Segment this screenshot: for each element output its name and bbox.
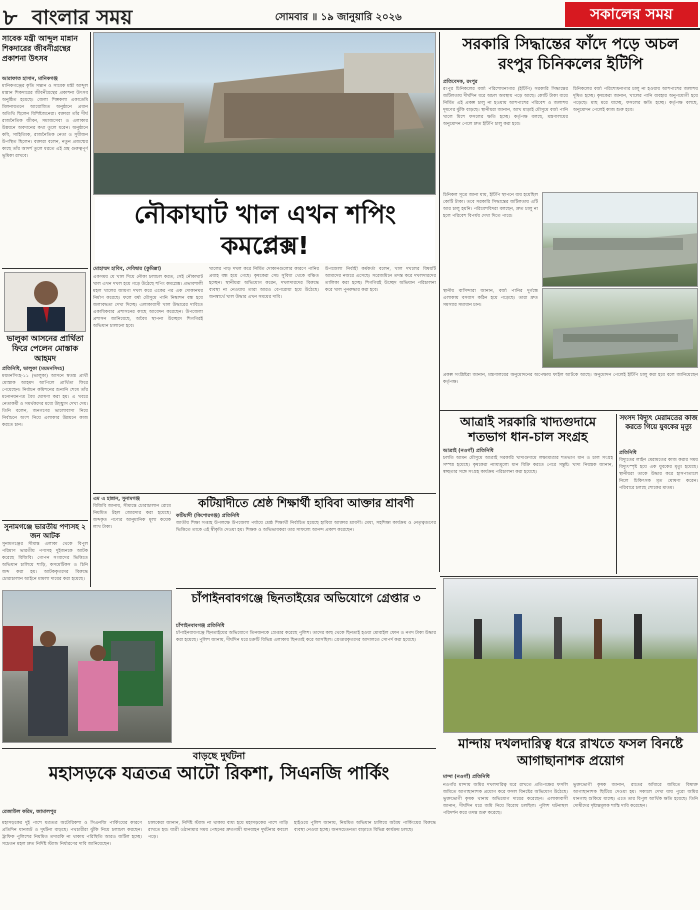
body: চাঁপাইনবাবগঞ্জে ছিনতাইয়ের অভিযোগে তিনজনকে গ্রেপ্তার করেছে পুলিশ। তাদের কাছ থেকে ছিনতাই হওয়া মোবাইল ফোন ও নগদ টাকা উদ্ধার করা হয়েছে। পুলিশ জানায়, দীর্ঘদিন ধরে চক্রটি বিভিন্ন এলাকায় ছিনতাই করে আসছিল। গ্রেপ্তারকৃতদের আদালতে সোপর্দ করা হয়েছে। [176, 631, 436, 643]
byline: প্রতিবেদক, রংপুর [443, 79, 478, 85]
paddy-illustration [444, 579, 698, 733]
story-snatching-arrest [176, 591, 436, 746]
byline: কটিয়াদী (কিশোরগঞ্জ) প্রতিনিধি [176, 513, 240, 519]
headline: সাবেক মন্ত্রী আব্দুল মান্নান শিকদারের জীবনীগ্রন্থের প্রকাশনা উৎসব [2, 34, 78, 63]
body: নওগাঁর মান্দায় জমির দখলদারিত্ব ধরে রাখতে প্রতিপক্ষের ফসলি জমিতে আগাছানাশক প্রয়োগ করে ফসল বিনষ্টের অভিযোগ উঠেছে। ভুক্তভোগী কৃষক থানায় অভিযোগ দায়ের করেছেন। এলাকাবাসী জানান, দীর্ঘদিন ধরে জমি নিয়ে বিরোধ চলছিল। পুলিশ ঘটনাস্থল পরিদর্শন করে তদন্ত শুরু করেছে। [443, 783, 568, 816]
headline: ভালুকা আসনের প্রার্থিতা ফিরে পেলেন মোস্তাক আহমদ [6, 334, 84, 363]
byline: মোহাম্মদ হাবিব, দেবিদ্বার (কুমিল্লা) [93, 266, 162, 272]
headline: মহাসড়কে যত্রতত্র আটো রিকশা, সিএনজি পার্কিং [48, 764, 390, 784]
body-col2: চালকেরা জানান, নির্দিষ্ট স্ট্যান্ড না থাকায় বাধ্য হয়ে মহাসড়কের পাশে গাড়ি রাখতে হয়। যাত্রী ওঠানামার সময় পেছনের দ্রুতগামী যানবাহন দুর্ঘটনার কবলে পড়ে। [148, 821, 288, 840]
etp-photo-2 [542, 288, 698, 368]
body: রংপুর চিনিকলের বর্জ্য পরিশোধনাগার (ইটিপি) সরকারি সিদ্ধান্তের জটিলতায় দীর্ঘদিন ধরে অচল অবস্থায় পড়ে আছে। কোটি টাকা ব্যয়ে নির্মিত এই প্রকল্প চালু না হওয়ায় আশপাশের পরিবেশ ও জলাশয় দূষণের ঝুঁকি বাড়ছে। স্থানীয়রা জানান, আখ মাড়াই মৌসুমে বর্জ্য পানি খালে মিশে ফসলের ক্ষতি হচ্ছে। কর্তৃপক্ষ বলছে, মন্ত্রণালয়ের অনুমোদন পেলে দ্রুত ইটিপি চালু করা হবে। [443, 87, 568, 127]
story-highway-parking [2, 750, 436, 908]
body: জাতীয় শিক্ষা সপ্তাহ উপলক্ষে উপজেলা পর্যায়ে শ্রেষ্ঠ শিক্ষার্থী নির্বাচিত হয়েছে হাবিবা আক্তার শ্রাবণী। মেধা, সহশিক্ষা কার্যক্রম ও নেতৃত্বগুণের ভিত্তিতে তাকে এই স্বীকৃতি দেওয়া হয়। শিক্ষক ও অভিভাবকরা তার সাফল্যে আনন্দ প্রকাশ করেছেন। [176, 521, 436, 533]
story-biography-launch [2, 34, 88, 266]
etp-tanks-illustration [543, 193, 698, 287]
headline: আত্রাই সরকারি খাদ্যগুদামে শতভাগ ধান-চাল সংগ্রহ [460, 414, 596, 444]
byline: আত্রাই (নওগাঁ) প্রতিনিধি [443, 448, 494, 454]
headline: সরকারি সিদ্ধান্তের ফাঁদে পড়ে অচল রংপুর চিনিকলের ইটিপি [462, 35, 679, 73]
logo [565, 2, 698, 27]
sugar-mill-bottom: প্রকল্প সংশ্লিষ্টরা জানান, মন্ত্রণালয়ের অনুমোদনের অপেক্ষায় ফাইল আটকে আছে। অনুমোদন পেলেই ইটিপি চালু করা হবে বলে জানিয়েছেন কর্তৃপক্ষ। [443, 373, 698, 385]
byline: আরাফাত হাসান, মানিকগঞ্জ [2, 76, 58, 82]
body-col2: ভুক্তভোগী কৃষক জানান, রাতের আঁধারে জমিতে বিষাক্ত আগাছানাশক ছিটিয়ে দেওয়া হয়। সকালে দেখা যায় পুরো জমির ধানগাছ শুকিয়ে যাচ্ছে। এতে তার বিপুল আর্থিক ক্ষতি হয়েছে। তিনি দোষীদের দৃষ্টান্তমূলক শাস্তি দাবি করেছেন। [573, 783, 698, 809]
story-best-student [176, 496, 436, 586]
byline: প্রতিনিধি, ভালুকা (ময়মনসিংহ) [2, 366, 65, 372]
body: ময়মনসিংহ-১১ (ভালুকা) আসনে স্বতন্ত্র প্রার্থী মোস্তাক আহমদ আপিলে প্রার্থিতা ফিরে পেয়েছেন। নির্বাচন কমিশনের শুনানি শেষে তাঁর মনোনয়নপত্র বৈধ ঘোষণা করা হয়। এ খবরে নেতাকর্মী ও সমর্থকদের মধ্যে উচ্ছ্বাস দেখা দেয়। তিনি বলেন, জনগণের ভালোবাসা নিয়ে নির্বাচনে অংশ নিয়ে এলাকার উন্নয়নে কাজ করতে চান। [2, 374, 88, 428]
canal-photo [93, 32, 436, 195]
body: বিদ্যুতের লাইন মেরামতের কাজ করার সময় বিদ্যুৎস্পৃষ্ট হয়ে এক যুবকের মৃত্যু হয়েছে। স্থানীয়রা তাকে উদ্ধার করে হাসপাতালে নিলে চিকিৎসক মৃত ঘোষণা করেন। পরিবারে চলছে শোকের মাতম। [619, 458, 698, 491]
body-col2: খালের পাড় দখল করে নির্মিত দোকানগুলোর কারণে পানির প্রবাহ বন্ধ হয়ে গেছে। কৃষকেরা সেচ সুবিধা থেকে বঞ্চিত হচ্ছেন। স্থানীয়রা অভিযোগ করেন, দখলদারদের বিরুদ্ধে ব্যবস্থা না নেওয়ায় তারা আরও বেপরোয়া হয়ে উঠেছে। জনস্বার্থে খাল উদ্ধার এখন সময়ের দাবি। [209, 267, 319, 300]
body-col2: বিজিবি জানায়, সীমান্তে চোরাচালান রোধে নিয়মিত টহল জোরদার করা হয়েছে। জব্দকৃত পণ্যের আনুমানিক মূল্য কয়েক লাখ টাকা। [93, 504, 171, 530]
byline: এম এ হান্নান, সুনামগঞ্জ [93, 496, 140, 502]
byline: রেজাউল করিম, জামালপুর [2, 809, 57, 815]
headline: মান্দায় দখলদারিত্ব ধরে রাখতে ফসল বিনষ্টে আগাছানাশক প্রয়োগ [458, 737, 683, 769]
paper-name: বাংলার সময় [32, 5, 133, 29]
headline: সুনামগঞ্জে ভারতীয় পণ্যসহ ২ জন আটক [4, 523, 86, 540]
story-electrocution [619, 414, 698, 574]
kicker: বাড়ছে দুর্ঘটনা [192, 751, 246, 762]
date-line: সোমবার ॥ ১৯ জানুয়ারি ২০২৬ [275, 12, 402, 23]
headline: নৌকাঘাট খাল এখন শপিং কমপ্লেক্স! [134, 200, 396, 260]
story-canal-body [93, 266, 436, 491]
headline: কটিয়াদীতে শ্রেষ্ঠ শিক্ষার্থী হাবিবা আক্তার শ্রাবণী [198, 496, 414, 510]
headline: চাঁপাইনবাবগঞ্জে ছিনতাইয়ের অভিযোগে গ্রেপ্তার ৩ [191, 591, 421, 605]
body-col3: হাইওয়ে পুলিশ জানায়, নিয়মিত অভিযান চালিয়ে অবৈধ পার্কিংয়ের বিরুদ্ধে ব্যবস্থা নেওয়া হচ্ছে। জনসচেতনতা বাড়াতে বিভিন্ন কার্যক্রম চলছে। [294, 821, 436, 833]
body: মহাসড়কের দুই পাশে যত্রতত্র অটোরিকশা ও সিএনজি পার্কিংয়ের কারণে প্রতিদিন যানজট ও দুর্ঘটনা বাড়ছে। পথচারীরা ঝুঁকি নিয়ে চলাচল করছেন। ট্রাফিক পুলিশের নিয়মিত তদারকি না থাকায় পরিস্থিতি আরও জটিল হচ্ছে। সচেতন মহল দ্রুত নির্দিষ্ট স্ট্যান্ড নির্ধারণের দাবি জানিয়েছেন। [2, 821, 142, 847]
sugar-mill-col: চিনিকল সূত্রে জানা যায়, ইটিপি স্থাপনে ব্যয় হয়েছিল কোটি টাকা। তবে সরকারি সিদ্ধান্তের জটিলতায় এটি আর চালু হয়নি। পরিবেশবিদরা বলছেন, দ্রুত চালু না হলে পরিবেশ বিপর্যয় দেখা দিতে পারে। [443, 193, 538, 219]
body-col3: উপজেলা নির্বাহী কর্মকর্তা বলেন, খাল দখলের বিষয়টি আমাদের নজরে এসেছে। সরেজমিনে তদন্ত করে দখলদারদের তালিকা করা হচ্ছে। শিগগিরই উচ্ছেদ অভিযান পরিচালনা করে খাল পুনরুদ্ধার করা হবে। [325, 267, 436, 293]
road-illustration [3, 591, 172, 743]
body: মানিকগঞ্জের কৃতি সন্তান ও সাবেক মন্ত্রী আব্দুল মান্নান শিকদারের জীবনীগ্রন্থের প্রকাশনা উৎসব অনুষ্ঠিত হয়েছে। জেলা শিল্পকলা একাডেমি মিলনায়তনে আয়োজিত অনুষ্ঠানে প্রধান অতিথি ছিলেন বিশিষ্টজনেরা। বক্তারা তাঁর দীর্ঘ রাজনৈতিক জীবন, সমাজসেবা ও এলাকার উন্নয়নে অবদানের কথা তুলে ধরেন। অনুষ্ঠানে কবি, সাহিত্যিক, রাজনৈতিক নেতা ও সুধীজন উপস্থিত ছিলেন। বক্তারা বলেন, নতুন প্রজন্মের কাছে তাঁর আদর্শ তুলে ধরতে এই গ্রন্থ গুরুত্বপূর্ণ ভূমিকা রাখবে। [2, 84, 88, 159]
story-herbicide [443, 736, 698, 908]
page-number: ৮ [3, 5, 18, 31]
road-photo [2, 590, 172, 743]
etp-pools-illustration [543, 289, 698, 368]
body: সুনামগঞ্জের সীমান্ত এলাকা থেকে বিপুল পরিমাণ ভারতীয় পণ্যসহ দুইজনকে আটক করেছে বিজিবি। গোপন সংবাদের ভিত্তিতে অভিযান চালিয়ে শাড়ি, কসমেটিকস ও চিনি জব্দ করা হয়। আটককৃতদের বিরুদ্ধে চোরাচালান আইনে মামলা দায়ের করা হয়েছে। [2, 542, 88, 582]
logo-text: সকালের সময় [590, 5, 673, 23]
story-border-goods-continued [93, 496, 171, 586]
story-border-goods [2, 523, 88, 585]
body-continued: চিনিকলের বর্জ্য পরিশোধনাগার চালু না হওয়ায় আশপাশের জলাশয় দূষিত হচ্ছে। কৃষকেরা জানান, খালের পানি ব্যবহার অনুপযোগী হয়ে পড়েছে। মাছ মরে যাচ্ছে, ফসলের ক্ষতি হচ্ছে। কর্তৃপক্ষ বলছে, অনুমোদন পেলেই কাজ শুরু হবে। [573, 87, 698, 113]
body: একসময় যে খাল দিয়ে নৌকা চলাচল করত, সেই নৌকাঘাট খাল এখন দখল হয়ে গড়ে উঠেছে শপিং কমপ্লেক্স। প্রভাবশালী মহল খালের জায়গা দখল করে একের পর এক দোকানঘর নির্মাণ করেছে। ফলে বর্ষা মৌসুমে পানি নিষ্কাশন বন্ধ হয়ে জলাবদ্ধতা দেখা দিচ্ছে। এলাকাবাসী খাল উদ্ধারের দাবিতে একাধিকবার প্রশাসনের কাছে আবেদন করেছেন। উপজেলা প্রশাসন জানিয়েছে, অবৈধ স্থাপনা উচ্ছেদে শিগগিরই অভিযান চালানো হবে। [93, 275, 203, 329]
sugar-mill-col-3: স্থানীয় বাসিন্দারা জানান, বর্জ্য পানির দুর্গন্ধে এলাকায় বসবাস কঠিন হয়ে পড়েছে। তারা দ্রুত সমস্যার সমাধান চান। [443, 289, 538, 308]
story-candidate [2, 334, 88, 519]
canal-illustration [94, 33, 436, 195]
candidate-portrait [4, 272, 86, 332]
portrait-illustration [5, 273, 86, 332]
etp-photo [542, 192, 698, 287]
headline: সংসদ বিদ্যুৎ মেরামতের কাজ করতে গিয়ে যুবকের মৃত্যু [619, 414, 698, 431]
body: চলতি আমন মৌসুমে আত্রাই সরকারি খাদ্যগুদামে লক্ষ্যমাত্রার শতভাগ ধান ও চাল সংগ্রহ সম্পন্ন হয়েছে। কৃষকেরা ন্যায্যমূল্যে ধান বিক্রি করতে পেরে সন্তুষ্ট। খাদ্য নিয়ন্ত্রক জানান, স্বচ্ছতার সঙ্গে সংগ্রহ কার্যক্রম পরিচালনা করা হয়েছে। [443, 456, 613, 475]
paddy-field-photo [443, 578, 698, 733]
story-canal-headline [95, 197, 435, 263]
byline: মান্দা (নওগাঁ) প্রতিনিধি [443, 774, 490, 780]
masthead [0, 0, 700, 30]
byline: প্রতিনিধি [619, 450, 637, 456]
byline: চাঁপাইনবাবগঞ্জ প্রতিনিধি [176, 623, 225, 629]
